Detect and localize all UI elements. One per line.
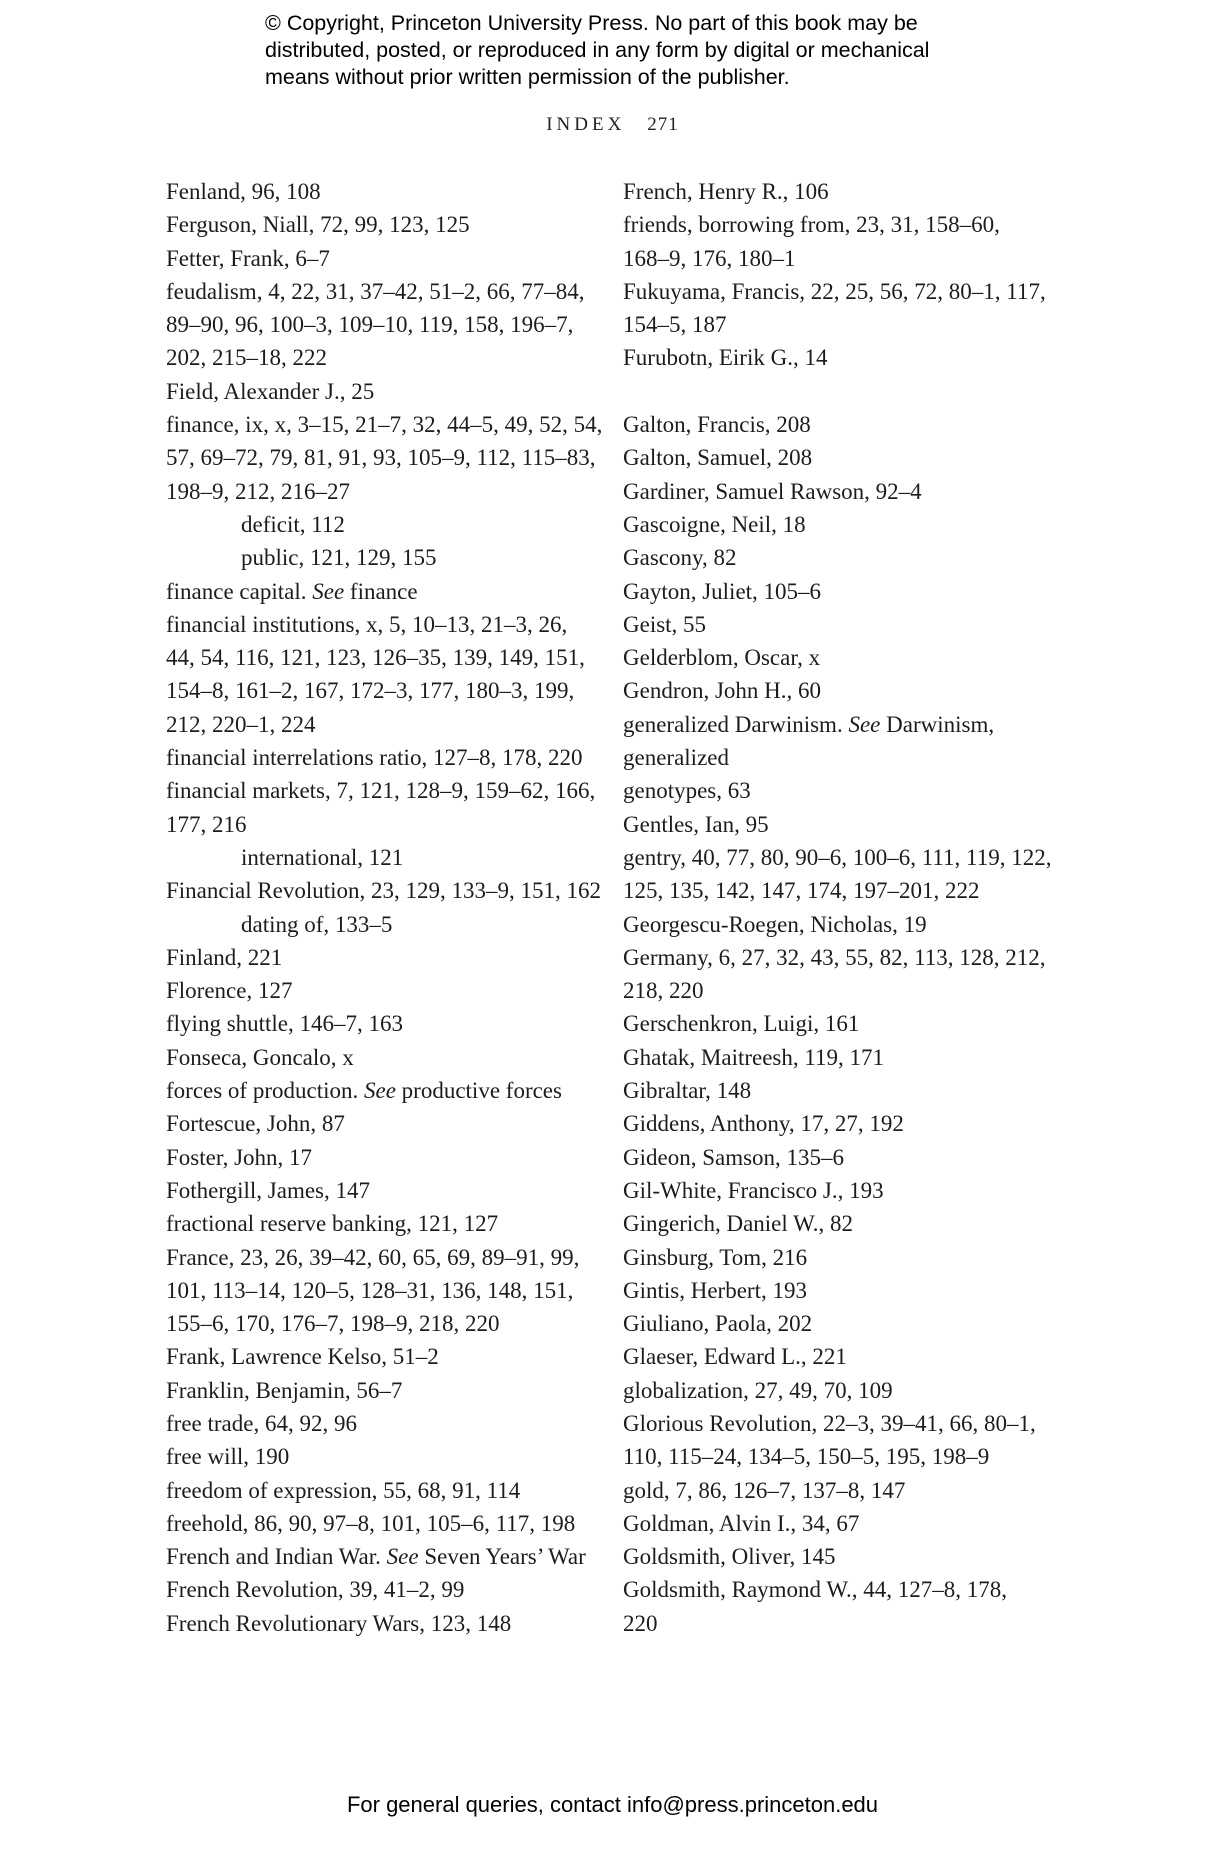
entry-text: Financial Revolution, 23, 129, 133–9, 151, 162 bbox=[166, 878, 602, 904]
entry-text: Gibraltar, 148 bbox=[623, 1078, 752, 1104]
index-entry bbox=[166, 175, 606, 208]
see-target: finance bbox=[344, 578, 418, 604]
index-entry bbox=[623, 475, 1063, 508]
entry-text: Giuliano, Paola, 202 bbox=[623, 1311, 813, 1337]
index-subentry bbox=[166, 508, 606, 541]
index-entry-continuation bbox=[166, 441, 606, 474]
entry-text: Gayton, Juliet, 105–6 bbox=[623, 578, 822, 604]
index-subentry bbox=[166, 908, 606, 941]
index-entry-continuation bbox=[166, 708, 606, 741]
index-entry-continuation bbox=[623, 741, 1063, 774]
entry-text: 212, 220–1, 224 bbox=[166, 711, 316, 737]
index-entry bbox=[623, 774, 1063, 807]
index-entry bbox=[166, 974, 606, 1007]
entry-text: globalization, 27, 49, 70, 109 bbox=[623, 1377, 893, 1403]
entry-text: Gentles, Ian, 95 bbox=[623, 811, 769, 837]
index-entry bbox=[623, 1407, 1063, 1440]
entry-text: Field, Alexander J., 25 bbox=[166, 378, 375, 404]
index-entry bbox=[623, 674, 1063, 707]
index-entry bbox=[623, 1041, 1063, 1074]
index-entry bbox=[623, 541, 1063, 574]
letter-gap bbox=[623, 375, 1063, 408]
entry-text: Fenland, 96, 108 bbox=[166, 179, 321, 204]
entry-text: Gideon, Samson, 135–6 bbox=[623, 1144, 845, 1170]
see-reference: See bbox=[364, 1078, 396, 1104]
entry-text: deficit, 112 bbox=[241, 511, 345, 537]
index-entry-continuation bbox=[166, 475, 606, 508]
index-entry bbox=[623, 1340, 1063, 1373]
entry-text: gold, 7, 86, 126–7, 137–8, 147 bbox=[623, 1477, 906, 1503]
index-entry bbox=[623, 175, 1063, 208]
entry-text: Germany, 6, 27, 32, 43, 55, 82, 113, 128, 212, bbox=[623, 944, 1046, 970]
entry-text: France, 23, 26, 39–42, 60, 65, 69, 89–91, 99, bbox=[166, 1244, 580, 1270]
entry-text: 220 bbox=[623, 1610, 658, 1636]
index-entry bbox=[623, 575, 1063, 608]
entry-text: 44, 54, 116, 121, 123, 126–35, 139, 149, 151, bbox=[166, 645, 585, 671]
entry-text: 125, 135, 142, 147, 174, 197–201, 222 bbox=[623, 878, 980, 904]
entry-text: gentry, 40, 77, 80, 90–6, 100–6, 111, 119, 122, bbox=[623, 844, 1052, 870]
entry-text: friends, borrowing from, 23, 31, 158–60, bbox=[623, 212, 1000, 238]
index-entry bbox=[623, 608, 1063, 641]
index-entry bbox=[623, 708, 1063, 741]
index-entry bbox=[623, 1540, 1063, 1573]
entry-text: feudalism, 4, 22, 31, 37–42, 51–2, 66, 77–84, bbox=[166, 278, 585, 304]
entry-text: Foster, John, 17 bbox=[166, 1144, 313, 1170]
index-entry bbox=[166, 1440, 606, 1473]
index-entry-continuation bbox=[623, 974, 1063, 1007]
entry-text: Fukuyama, Francis, 22, 25, 56, 72, 80–1, 117, bbox=[623, 278, 1046, 304]
index-entry bbox=[623, 508, 1063, 541]
see-reference: See bbox=[386, 1544, 419, 1570]
entry-text: Florence, 127 bbox=[166, 978, 293, 1004]
entry-text: free will, 190 bbox=[166, 1444, 290, 1470]
index-entry bbox=[166, 1407, 606, 1440]
entry-text: Gerschenkron, Luigi, 161 bbox=[623, 1011, 860, 1037]
entry-text: Fonseca, Goncalo, x bbox=[166, 1044, 354, 1070]
entry-text: Giddens, Anthony, 17, 27, 192 bbox=[623, 1111, 904, 1137]
entry-text: French, Henry R., 106 bbox=[623, 179, 829, 204]
index-entry-continuation bbox=[166, 674, 606, 707]
entry-text: public, 121, 129, 155 bbox=[241, 545, 437, 571]
index-column-right bbox=[623, 175, 1063, 1640]
entry-text: free trade, 64, 92, 96 bbox=[166, 1410, 357, 1436]
entry-text: Gelderblom, Oscar, x bbox=[623, 645, 821, 671]
footer-contact: For general queries, contact info@press.princeton.edu bbox=[346, 1792, 879, 1817]
index-entry bbox=[166, 1507, 606, 1540]
entry-text: Galton, Francis, 208 bbox=[623, 412, 811, 438]
index-entry bbox=[166, 408, 606, 441]
index-entry-continuation bbox=[623, 874, 1063, 907]
entry-text: Franklin, Benjamin, 56–7 bbox=[166, 1377, 403, 1403]
copyright-notice bbox=[265, 10, 985, 91]
entry-text: Ginsburg, Tom, 216 bbox=[623, 1244, 808, 1270]
entry-text: 57, 69–72, 79, 81, 91, 93, 105–9, 112, 115–83, bbox=[166, 445, 596, 471]
index-entry bbox=[623, 275, 1063, 308]
index-entry bbox=[623, 1007, 1063, 1040]
index-entry bbox=[623, 1074, 1063, 1107]
entry-text: 154–5, 187 bbox=[623, 312, 727, 338]
entry-text: Goldsmith, Oliver, 145 bbox=[623, 1544, 836, 1570]
entry-text: 198–9, 212, 216–27 bbox=[166, 478, 350, 504]
index-entry-continuation bbox=[166, 308, 606, 341]
index-entry bbox=[166, 1573, 606, 1606]
see-target: Darwinism, bbox=[880, 711, 995, 737]
index-entry bbox=[166, 275, 606, 308]
entry-text: 218, 220 bbox=[623, 978, 704, 1004]
index-entry bbox=[623, 941, 1063, 974]
index-subentry bbox=[166, 541, 606, 574]
see-target: productive forces bbox=[395, 1078, 562, 1104]
entry-text: Finland, 221 bbox=[166, 944, 283, 970]
entry-text: dating of, 133–5 bbox=[241, 911, 393, 937]
see-reference: See bbox=[848, 711, 881, 737]
entry-text: Goldman, Alvin I., 34, 67 bbox=[623, 1510, 860, 1536]
entry-text: finance capital. bbox=[166, 578, 313, 604]
index-entry bbox=[166, 1241, 606, 1274]
entry-text: 168–9, 176, 180–1 bbox=[623, 245, 796, 271]
index-entry-continuation bbox=[623, 1607, 1063, 1640]
index-entry bbox=[623, 1174, 1063, 1207]
entry-text: forces of production. bbox=[166, 1078, 364, 1104]
index-entry bbox=[166, 1607, 606, 1640]
entry-text: Glorious Revolution, 22–3, 39–41, 66, 80–1, bbox=[623, 1410, 1036, 1436]
index-entry bbox=[166, 208, 606, 241]
entry-text: Gascoigne, Neil, 18 bbox=[623, 511, 806, 537]
copyright-line: distributed, posted, or reproduced in any form by digital or mechanical bbox=[265, 38, 930, 62]
index-entry bbox=[166, 1141, 606, 1174]
index-subentry bbox=[166, 841, 606, 874]
index-entry bbox=[166, 1107, 606, 1140]
index-entry-continuation bbox=[623, 1440, 1063, 1473]
entry-text: Frank, Lawrence Kelso, 51–2 bbox=[166, 1344, 439, 1370]
entry-text: French and Indian War. bbox=[166, 1544, 387, 1570]
index-entry bbox=[623, 1374, 1063, 1407]
entry-text: Ferguson, Niall, 72, 99, 123, 125 bbox=[166, 212, 470, 238]
index-entry bbox=[166, 874, 606, 907]
entry-text: flying shuttle, 146–7, 163 bbox=[166, 1011, 404, 1037]
index-entry bbox=[623, 908, 1063, 941]
index-entry bbox=[623, 208, 1063, 241]
index-entry bbox=[166, 941, 606, 974]
running-head-label: INDEX bbox=[546, 114, 626, 135]
entry-text: Gintis, Herbert, 193 bbox=[623, 1277, 807, 1303]
index-entry bbox=[166, 1207, 606, 1240]
index-entry-continuation bbox=[166, 641, 606, 674]
index-entry-continuation bbox=[166, 341, 606, 374]
entry-text: Gingerich, Daniel W., 82 bbox=[623, 1211, 853, 1237]
index-entry bbox=[166, 1007, 606, 1040]
entry-text: freehold, 86, 90, 97–8, 101, 105–6, 117, 198 bbox=[166, 1510, 576, 1536]
index-entry bbox=[166, 1374, 606, 1407]
entry-text: finance, ix, x, 3–15, 21–7, 32, 44–5, 49, 52, 54, bbox=[166, 412, 603, 438]
index-entry bbox=[166, 608, 606, 641]
index-entry-continuation bbox=[166, 808, 606, 841]
entry-text: Glaeser, Edward L., 221 bbox=[623, 1344, 847, 1370]
entry-text: 202, 215–18, 222 bbox=[166, 345, 327, 371]
entry-text: financial interrelations ratio, 127–8, 178, 220 bbox=[166, 745, 583, 771]
entry-text: 89–90, 96, 100–3, 109–10, 119, 158, 196–7, bbox=[166, 312, 574, 338]
index-entry bbox=[166, 741, 606, 774]
index-entry bbox=[166, 1074, 606, 1107]
entry-text: Fortescue, John, 87 bbox=[166, 1111, 345, 1137]
entry-text: Fetter, Frank, 6–7 bbox=[166, 245, 330, 271]
index-entry bbox=[166, 1174, 606, 1207]
entry-text: fractional reserve banking, 121, 127 bbox=[166, 1211, 499, 1237]
index-entry-continuation bbox=[166, 1307, 606, 1340]
index-entry bbox=[623, 841, 1063, 874]
index-entry bbox=[623, 808, 1063, 841]
index-entry bbox=[623, 641, 1063, 674]
entry-text: 110, 115–24, 134–5, 150–5, 195, 198–9 bbox=[623, 1444, 990, 1470]
index-entry-continuation bbox=[623, 308, 1063, 341]
entry-text: 177, 216 bbox=[166, 811, 247, 837]
index-entry bbox=[623, 1573, 1063, 1606]
entry-text: Fothergill, James, 147 bbox=[166, 1177, 371, 1203]
entry-text: Galton, Samuel, 208 bbox=[623, 445, 813, 471]
page-number: 271 bbox=[647, 114, 679, 135]
index-entry bbox=[166, 575, 606, 608]
entry-text: Gendron, John H., 60 bbox=[623, 678, 822, 704]
index-entry-continuation bbox=[623, 242, 1063, 275]
index-entry bbox=[623, 408, 1063, 441]
entry-text: international, 121 bbox=[241, 844, 404, 870]
entry-text: 155–6, 170, 176–7, 198–9, 218, 220 bbox=[166, 1311, 500, 1337]
copyright-line: means without prior written permission of the publisher. bbox=[265, 65, 790, 89]
entry-text: Goldsmith, Raymond W., 44, 127–8, 178, bbox=[623, 1577, 1007, 1603]
index-entry bbox=[166, 1340, 606, 1373]
index-entry bbox=[623, 341, 1063, 374]
entry-text: freedom of expression, 55, 68, 91, 114 bbox=[166, 1477, 521, 1503]
entry-text: financial markets, 7, 121, 128–9, 159–62, 166, bbox=[166, 778, 596, 804]
index-column-left bbox=[166, 175, 606, 1640]
entry-text: financial institutions, x, 5, 10–13, 21–3, 26, bbox=[166, 611, 568, 637]
index-entry bbox=[166, 1540, 606, 1573]
entry-text: French Revolution, 39, 41–2, 99 bbox=[166, 1577, 465, 1603]
entry-text: Georgescu-Roegen, Nicholas, 19 bbox=[623, 911, 927, 937]
entry-text: Furubotn, Eirik G., 14 bbox=[623, 345, 828, 371]
entry-text: 101, 113–14, 120–5, 128–31, 136, 148, 151, bbox=[166, 1277, 574, 1303]
entry-text: Geist, 55 bbox=[623, 611, 707, 637]
index-entry bbox=[623, 1207, 1063, 1240]
entry-text: generalized Darwinism. bbox=[623, 711, 849, 737]
index-entry bbox=[166, 1041, 606, 1074]
index-entry bbox=[166, 375, 606, 408]
running-head bbox=[0, 114, 1225, 136]
entry-text: genotypes, 63 bbox=[623, 778, 751, 804]
index-entry bbox=[623, 1141, 1063, 1174]
entry-text: generalized bbox=[623, 745, 729, 771]
index-entry-continuation bbox=[166, 1274, 606, 1307]
copyright-line: © Copyright, Princeton University Press. No part of this book may be bbox=[265, 11, 918, 35]
index-entry bbox=[166, 774, 606, 807]
index-entry bbox=[623, 1307, 1063, 1340]
index-entry bbox=[623, 1474, 1063, 1507]
see-reference: See bbox=[312, 578, 345, 604]
index-entry bbox=[623, 1241, 1063, 1274]
index-entry bbox=[623, 1107, 1063, 1140]
entry-text: French Revolutionary Wars, 123, 148 bbox=[166, 1610, 512, 1636]
index-entry bbox=[623, 1274, 1063, 1307]
index-entry bbox=[623, 441, 1063, 474]
see-target: Seven Years’ War bbox=[418, 1544, 586, 1570]
entry-text: 154–8, 161–2, 167, 172–3, 177, 180–3, 199, bbox=[166, 678, 575, 704]
index-entry bbox=[166, 242, 606, 275]
index-entry bbox=[623, 1507, 1063, 1540]
index-entry bbox=[166, 1474, 606, 1507]
entry-text: Gardiner, Samuel Rawson, 92–4 bbox=[623, 478, 922, 504]
entry-text: Gil-White, Francisco J., 193 bbox=[623, 1177, 884, 1203]
entry-text: Gascony, 82 bbox=[623, 545, 737, 571]
entry-text: Ghatak, Maitreesh, 119, 171 bbox=[623, 1044, 885, 1070]
